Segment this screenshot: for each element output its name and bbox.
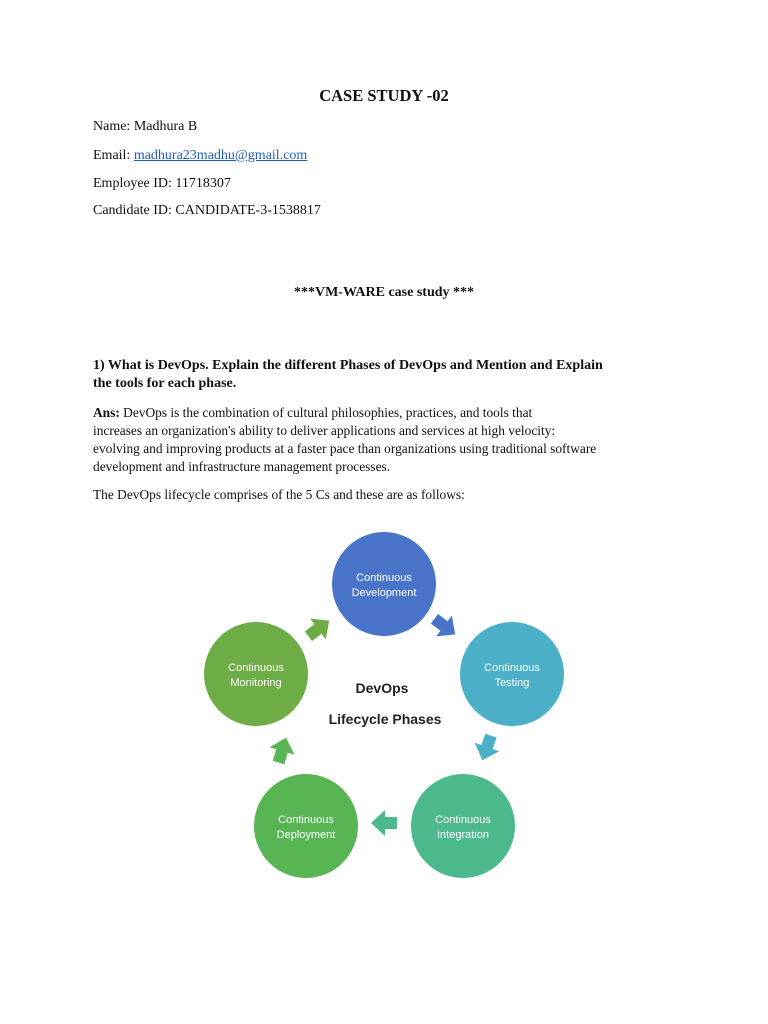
name-line: [93, 119, 197, 135]
employee-id-line: [93, 176, 231, 192]
devops-lifecycle-diagram: [0, 520, 768, 890]
phase-node-monitoring: [204, 622, 308, 726]
answer-label: Ans:: [93, 405, 120, 420]
phase-label-line1: Continuous: [435, 814, 491, 826]
flow-arrow-icon: [266, 734, 298, 766]
phase-circle: [460, 622, 564, 726]
phase-node-testing: [460, 622, 564, 726]
phase-label-line2: Monitoring: [230, 677, 282, 689]
answer-line: evolving and improving products at a faster pace than organizations using traditional software: [93, 441, 597, 456]
phase-circle: [332, 532, 436, 636]
flow-arrow-icon: [301, 610, 337, 646]
phase-node-integration: [411, 774, 515, 878]
email-link[interactable]: madhura23madhu@gmail.com: [133, 148, 308, 163]
answer-line: development and infrastructure management processes.: [93, 459, 391, 474]
answer-line: DevOps is the combination of cultural philosophies, practices, and tools that: [123, 405, 533, 420]
question-line: 1) What is DevOps. Explain the different Phases of DevOps and Mention and Explain: [93, 358, 603, 373]
lifecycle-intro: The DevOps lifecycle comprises of the 5 Cs and these are as follows:: [93, 487, 465, 502]
flow-arrow-icon: [371, 810, 397, 836]
answer-paragraph: [93, 404, 693, 476]
candidate-id-value: CANDIDATE-3-1538817: [175, 203, 321, 218]
email-line: [93, 148, 307, 164]
answer-line: increases an organization's ability to deliver applications and services at high velocity:: [93, 423, 556, 438]
phase-label-line1: Continuous: [356, 572, 412, 584]
flow-arrow-icon: [470, 731, 503, 764]
case-study-subtitle: ***VM-WARE case study ***: [293, 285, 475, 300]
diagram-center-title: DevOps: [355, 680, 409, 696]
phase-node-development: [332, 532, 436, 636]
phase-label-line2: Integration: [437, 829, 489, 841]
phase-label-line2: Deployment: [276, 829, 336, 841]
candidate-id-label: Candidate ID:: [93, 203, 172, 218]
candidate-id-line: [93, 203, 321, 219]
phase-circle: [411, 774, 515, 878]
phase-label-line2: Testing: [494, 677, 530, 689]
page-title: CASE STUDY -02: [319, 86, 449, 105]
name-label: Name:: [93, 119, 131, 134]
employee-id-value: 11718307: [175, 176, 231, 191]
phase-label-line1: Continuous: [228, 662, 284, 674]
phase-label-line1: Continuous: [278, 814, 334, 826]
phase-circle: [254, 774, 358, 878]
flow-arrow-icon: [427, 608, 463, 644]
phase-circle: [204, 622, 308, 726]
name-value: Madhura B: [133, 119, 198, 134]
diagram-center-subtitle: Lifecycle Phases: [328, 711, 442, 727]
phase-label-line1: Continuous: [484, 662, 540, 674]
email-label: Email:: [93, 148, 131, 163]
phase-node-deployment: [254, 774, 358, 878]
question-heading: [93, 357, 683, 393]
employee-id-label: Employee ID:: [93, 176, 172, 191]
phase-label-line2: Development: [351, 587, 417, 599]
question-line: the tools for each phase.: [93, 376, 237, 391]
